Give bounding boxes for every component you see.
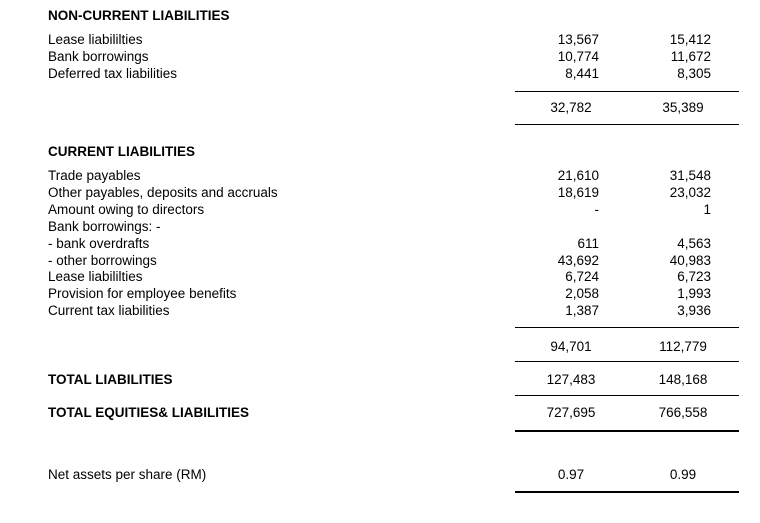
current-total-prior-year: 112,779 [659,339,707,354]
row-value-prior-year: 15,412 [669,32,711,47]
row-value-prior-year: 6,723 [677,269,711,284]
row-value-current-year: - [594,202,599,217]
row-value-prior-year: 31,548 [669,168,711,183]
row-value-prior-year: 1 [703,202,711,217]
grand-total-rule [515,491,627,493]
row-value-prior-year: 23,032 [669,185,711,200]
total-rule [515,395,627,396]
row-value-prior-year: 8,305 [677,66,711,81]
row-label: Current tax liabilities [48,303,170,318]
total-liabilities-label: TOTAL LIABILITIES [48,372,173,387]
subtotal-rule [627,327,739,328]
total-liabilities-current-year: 127,483 [546,372,596,387]
row-label: Bank borrowings: - [48,219,161,234]
subtotal-rule [515,91,627,92]
row-value-current-year: 13,567 [557,32,599,47]
grand-total-rule [627,430,739,432]
total-rule [627,395,739,396]
total-rule [627,124,739,125]
row-value-current-year: 2,058 [565,286,599,301]
net-assets-per-share-current-year: 0.97 [557,467,585,482]
non-current-total-prior-year: 35,389 [662,100,704,115]
row-label: Bank borrowings [48,49,149,64]
subtotal-rule [515,327,627,328]
total-rule [515,361,627,362]
row-label: Amount owing to directors [48,202,205,217]
row-value-current-year: 611 [577,236,599,251]
subtotal-rule [627,91,739,92]
row-value-prior-year: 1,993 [677,286,711,301]
total-rule [515,124,627,125]
row-value-prior-year: 40,983 [669,253,711,268]
row-label: Deferred tax liabilities [48,66,178,81]
row-label: Lease liabililties [48,269,143,284]
row-value-prior-year: 4,563 [677,236,711,251]
non-current-liabilities-heading: NON-CURRENT LIABILITIES [48,8,230,23]
row-value-current-year: 8,441 [565,66,599,81]
row-label: Lease liabililties [48,32,143,47]
row-value-current-year: 1,387 [565,303,599,318]
grand-total-rule [627,491,739,493]
row-label: - other borrowings [48,253,157,268]
net-assets-per-share-label: Net assets per share (RM) [48,467,207,482]
total-equities-liabilities-label: TOTAL EQUITIES& LIABILITIES [48,405,250,420]
row-value-current-year: 10,774 [557,49,599,64]
row-label: - bank overdrafts [48,236,150,251]
row-value-current-year: 6,724 [565,269,599,284]
total-rule [627,361,739,362]
row-value-prior-year: 11,672 [670,49,711,64]
non-current-total-current-year: 32,782 [550,100,592,115]
row-value-current-year: 21,610 [557,168,599,183]
grand-total-rule [515,430,627,432]
row-value-prior-year: 3,936 [677,303,711,318]
total-equities-liabilities-current-year: 727,695 [546,405,596,420]
row-label: Provision for employee benefits [48,286,237,301]
row-label: Other payables, deposits and accruals [48,185,278,200]
net-assets-per-share-prior-year: 0.99 [669,467,697,482]
total-liabilities-prior-year: 148,168 [658,372,708,387]
current-total-current-year: 94,701 [550,339,592,354]
row-value-current-year: 18,619 [557,185,599,200]
current-liabilities-heading: CURRENT LIABILITIES [48,144,195,159]
total-equities-liabilities-prior-year: 766,558 [658,405,708,420]
row-label: Trade payables [48,168,141,183]
row-value-current-year: 43,692 [557,253,599,268]
